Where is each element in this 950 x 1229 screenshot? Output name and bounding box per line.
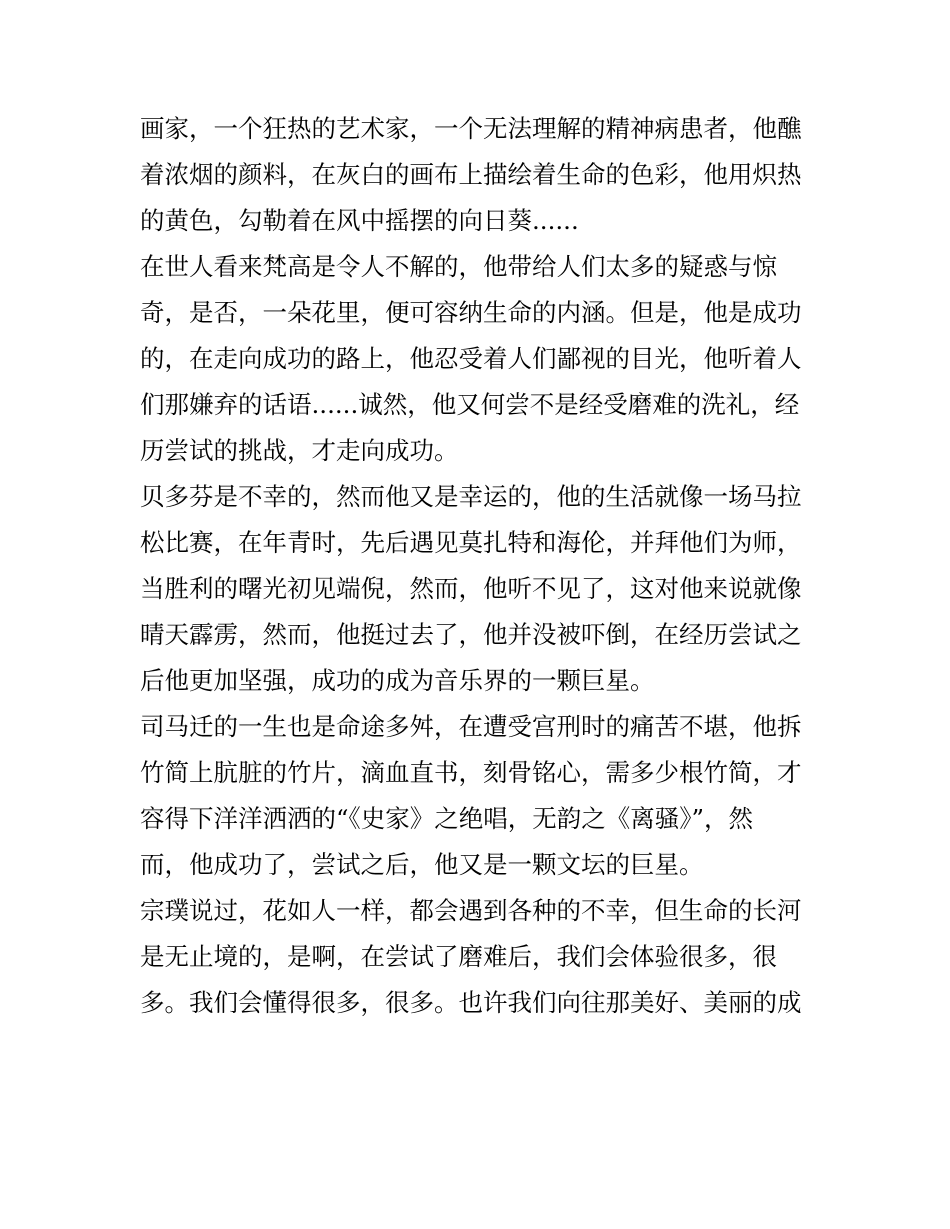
text-line: 多。我们会懂得很多，很多。也许我们向往那美好、美丽的成 — [140, 988, 802, 1017]
text-line: 奇，是否，一朵花里，便可容纳生命的内涵。但是，他是成功 — [140, 298, 802, 327]
text-line: 宗璞说过，花如人一样，都会遇到各种的不幸，但生命的长河 — [140, 896, 802, 925]
text-line: 后他更加坚强，成功的成为音乐界的一颗巨星。 — [140, 666, 655, 695]
text-line: 司马迁的一生也是命途多舛，在遭受宫刑时的痛苦不堪，他拆 — [140, 712, 802, 741]
essay-text — [140, 106, 820, 1026]
text-line: 竹简上肮脏的竹片，滴血直书，刻骨铭心，需多少根竹简，才 — [140, 758, 802, 787]
text-line: 在世人看来梵高是令人不解的，他带给人们太多的疑惑与惊 — [140, 252, 777, 281]
text-line: 松比赛，在年青时，先后遇见莫扎特和海伦，并拜他们为师， — [140, 528, 802, 557]
text-line: 的黄色，勾勒着在风中摇摆的向日葵...... — [140, 206, 579, 235]
text-line: 画家，一个狂热的艺术家，一个无法理解的精神病患者，他醮 — [140, 114, 802, 143]
text-line: 着浓烟的颜料，在灰白的画布上描绘着生命的色彩，他用炽热 — [140, 160, 802, 189]
text-line: 容得下洋洋洒洒的“《史家》之绝唱，无韵之《离骚》”，然 — [140, 804, 754, 833]
text-line: 的，在走向成功的路上，他忍受着人们鄙视的目光，他听着人 — [140, 344, 802, 373]
text-line: 而，他成功了，尝试之后，他又是一颗文坛的巨星。 — [140, 850, 704, 879]
text-line: 是无止境的，是啊，在尝试了磨难后，我们会体验很多，很 — [140, 942, 777, 971]
text-line: 历尝试的挑战，才走向成功。 — [140, 436, 459, 465]
text-line: 们那嫌弃的话语......诚然，他又何尝不是经受磨难的洗礼，经 — [140, 390, 800, 419]
text-line: 贝多芬是不幸的，然而他又是幸运的，他的生活就像一场马拉 — [140, 482, 802, 511]
text-line: 当胜利的曙光初见端倪，然而，他听不见了，这对他来说就像 — [140, 574, 802, 603]
text-line: 晴天霹雳，然而，他挺过去了，他并没被吓倒，在经历尝试之 — [140, 620, 802, 649]
